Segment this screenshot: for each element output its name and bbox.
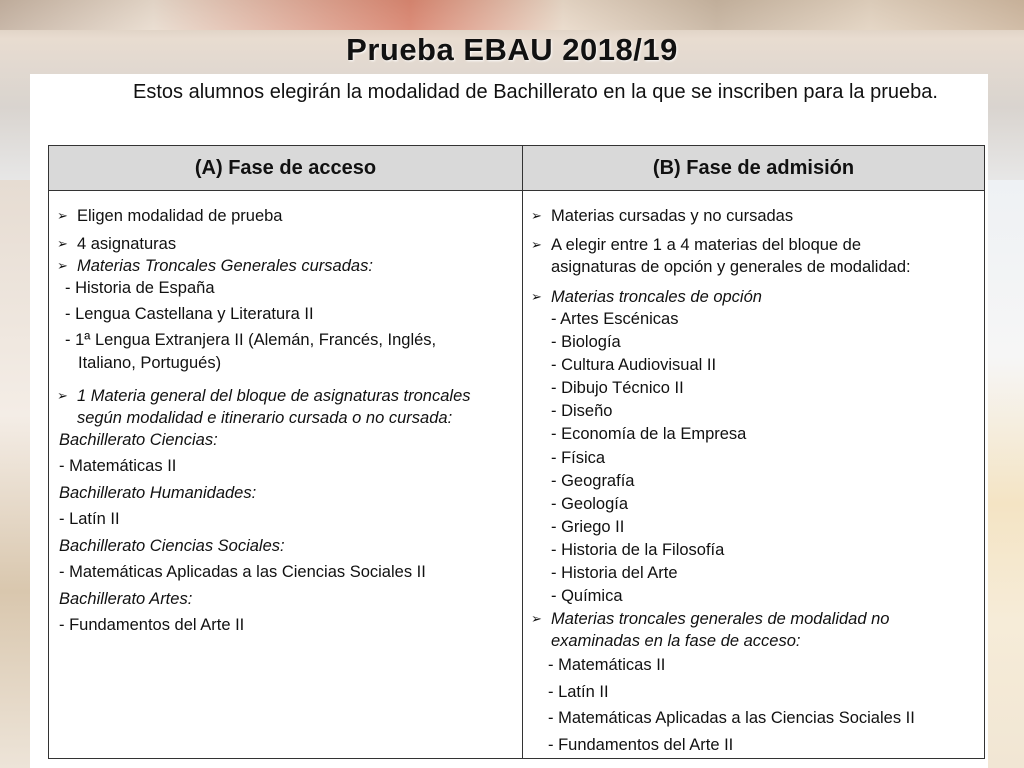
list-item: - Matemáticas II [548,656,666,675]
list-item: - Biología [551,333,621,352]
arrow-bullet-icon: ➢ [531,208,542,223]
list-item: - 1ª Lengua Extranjera II (Alemán, Francés, Inglés, [65,331,437,349]
list-item: - Química [551,587,623,606]
troncales-opcion-list [531,308,984,608]
list-item: - Fundamentos del Arte II [548,735,734,754]
group-item: - Latín II [59,510,120,528]
bullet-row: ➢ Materias Troncales Generales cursadas: [57,257,373,275]
column-fase-admision [523,191,985,759]
header-fase-admision: (B) Fase de admisión [523,146,985,191]
list-item: - Griego II [551,517,625,536]
bullet-row: ➢ 1 Materia general del bloque de asignaturas troncales [57,387,471,405]
arrow-bullet-icon: ➢ [531,237,542,252]
bullet-continuation: según modalidad e itinerario cursada o no cursada: [77,409,453,427]
list-item: - Matemáticas Aplicadas a las Ciencias Sociales II [548,709,915,728]
list-item: - Historia de la Filosofía [551,540,725,559]
list-item: - Economía de la Empresa [551,425,747,444]
bullet-row: ➢ 4 asignaturas [57,235,177,253]
background-left-edge [0,180,30,768]
arrow-bullet-icon: ➢ [531,289,542,304]
bullet-continuation: asignaturas de opción y generales de modalidad: [551,258,911,276]
bullet-row: ➢ Materias troncales de opción [531,288,762,306]
group-item: - Fundamentos del Arte II [59,616,245,634]
header-fase-acceso: (A) Fase de acceso [49,146,523,191]
list-item: - Cultura Audiovisual II [551,356,717,375]
list-item: - Latín II [548,682,609,701]
slide-title: Prueba EBAU 2018/19 [346,32,678,67]
arrow-bullet-icon: ➢ [57,236,68,251]
group-label: Bachillerato Ciencias: [59,431,218,449]
background-banner [0,0,1024,30]
group-label: Bachillerato Humanidades: [59,484,257,502]
group-item: - Matemáticas II [59,457,177,475]
list-item: - Dibujo Técnico II [551,379,684,398]
list-item: - Lengua Castellana y Literatura II [65,305,314,323]
arrow-bullet-icon: ➢ [531,611,542,627]
list-item: - Historia del Arte [551,564,678,583]
background-right-edge [988,180,1024,768]
list-item: - Geografía [551,471,635,490]
group-item: - Matemáticas Aplicadas a las Ciencias Sociales II [59,563,426,581]
bullet-row: ➢ Materias cursadas y no cursadas [531,207,794,225]
intro-paragraph: Estos alumnos elegirán la modalidad de Bachillerato en la que se inscriben para la prueba. [133,81,938,103]
generales-modalidad-list [531,652,984,758]
list-item: - Artes Escénicas [551,310,679,328]
list-item: - Historia de España [65,279,215,297]
column-fase-acceso [49,191,523,759]
bullet-row: ➢ Materias troncales generales de modalidad no [531,610,890,629]
list-item: - Diseño [551,402,613,421]
bullet-row: ➢ Eligen modalidad de prueba [57,207,283,225]
bullet-row: ➢ A elegir entre 1 a 4 materias del bloque de [531,236,862,254]
group-label: Bachillerato Ciencias Sociales: [59,537,285,555]
arrow-bullet-icon: ➢ [57,388,68,403]
group-label: Bachillerato Artes: [59,590,193,608]
list-item: Italiano, Portugués) [78,354,222,372]
list-item: - Física [551,448,606,467]
comparison-table [48,145,985,759]
list-item: - Geología [551,494,629,513]
arrow-bullet-icon: ➢ [57,208,68,223]
bullet-continuation: examinadas en la fase de acceso: [551,632,801,651]
arrow-bullet-icon: ➢ [57,258,68,273]
